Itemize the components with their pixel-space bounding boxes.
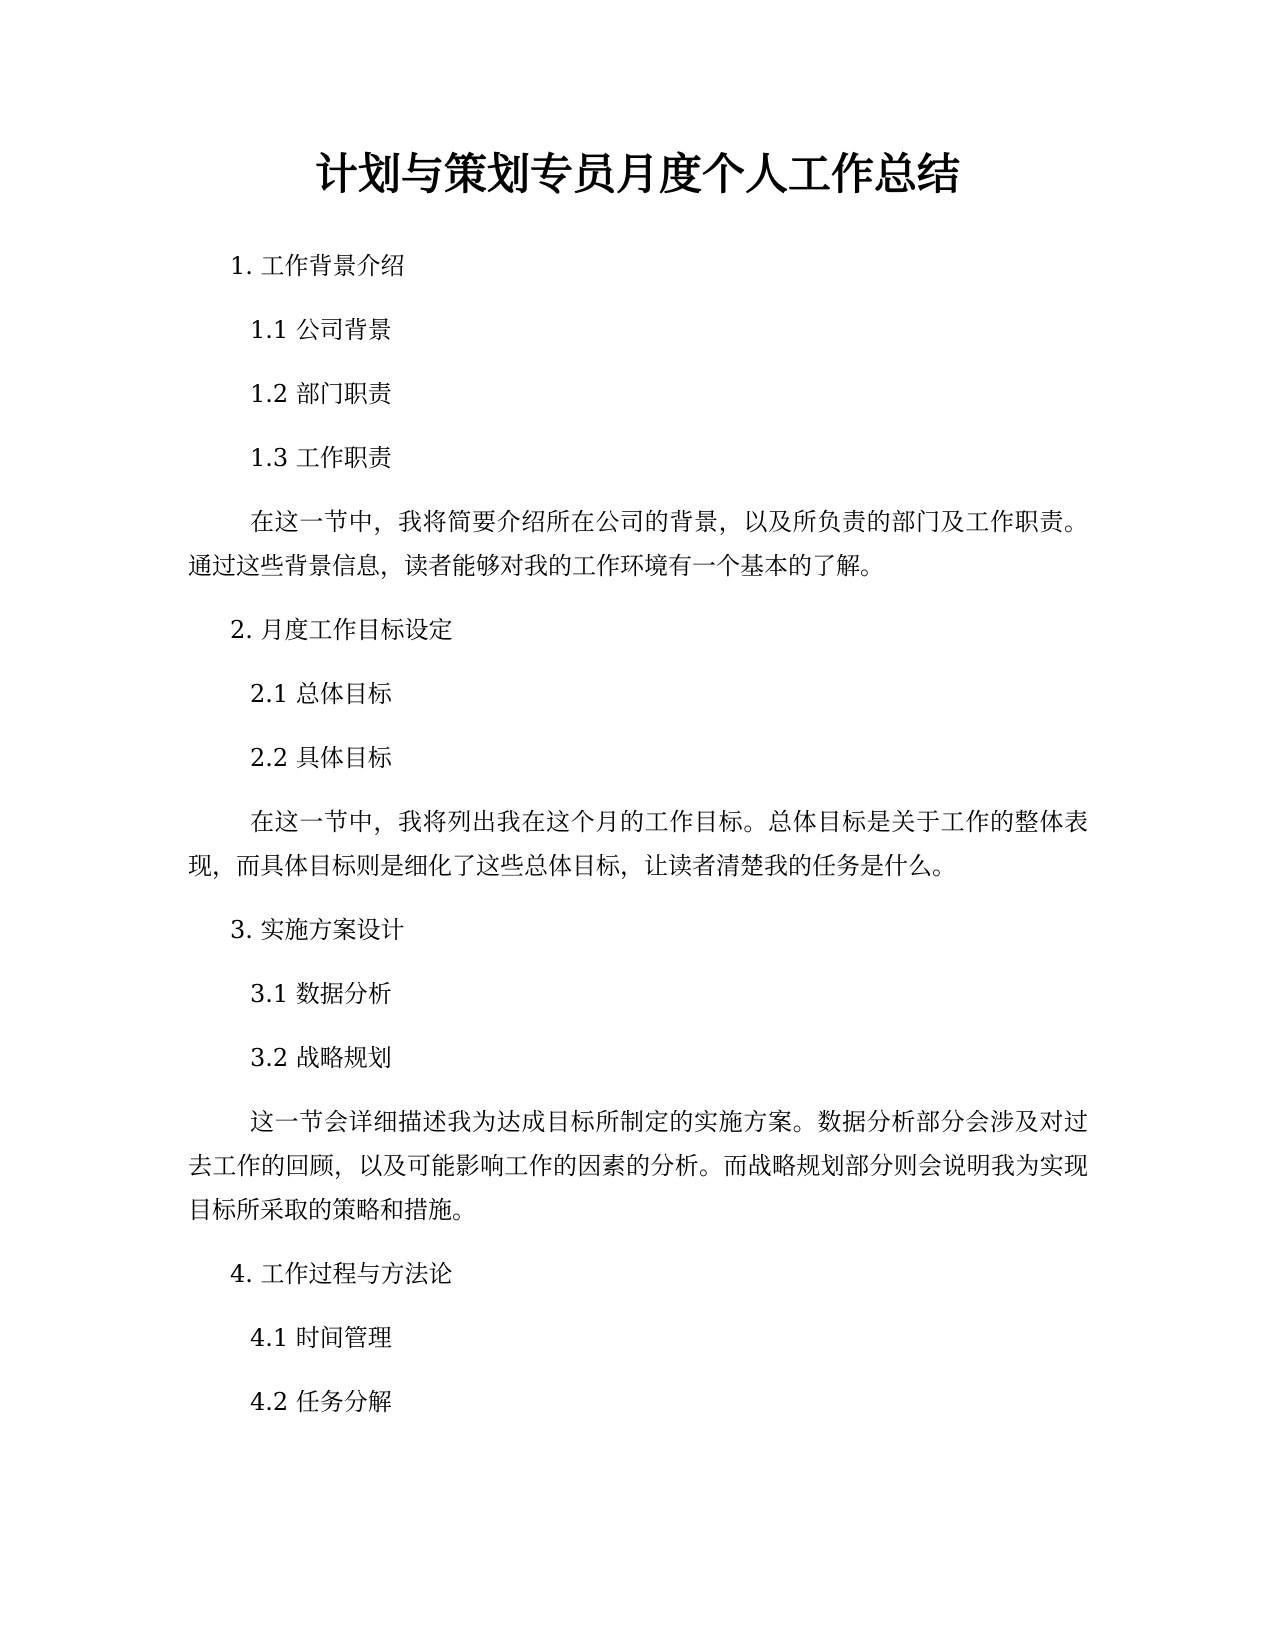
subsection-heading: 1.1 公司背景 <box>250 316 392 344</box>
subsection-heading: 1.2 部门职责 <box>250 380 392 408</box>
subsection-heading: 3.2 战略规划 <box>250 1044 392 1072</box>
section-heading: 4. 工作过程与方法论 <box>230 1260 453 1288</box>
section-heading: 3. 实施方案设计 <box>230 916 405 944</box>
subsection-heading: 2.2 具体目标 <box>250 744 392 772</box>
subsection-heading: 2.1 总体目标 <box>250 680 392 708</box>
subsection-heading: 4.1 时间管理 <box>250 1324 392 1352</box>
subsection-heading: 4.2 任务分解 <box>250 1388 392 1416</box>
section-paragraph: 在这一节中，我将列出我在这个月的工作目标。总体目标是关于工作的整体表现，而具体目标则是细化了这些总体目标，让读者清楚我的任务是什么。 <box>188 808 1088 880</box>
subsection-heading: 3.1 数据分析 <box>250 980 392 1008</box>
section-heading: 2. 月度工作目标设定 <box>230 616 453 644</box>
section-heading: 1. 工作背景介绍 <box>230 252 405 280</box>
section-paragraph: 这一节会详细描述我为达成目标所制定的实施方案。数据分析部分会涉及对过去工作的回顾，以及可能影响工作的因素的分析。而战略规划部分则会说明我为实现目标所采取的策略和措施。 <box>188 1108 1088 1224</box>
section-paragraph: 在这一节中，我将简要介绍所在公司的背景，以及所负责的部门及工作职责。通过这些背景信息，读者能够对我的工作环境有一个基本的了解。 <box>188 508 1088 580</box>
subsection-heading: 1.3 工作职责 <box>250 444 392 472</box>
document-body <box>188 244 1088 1444</box>
document-title: 计划与策划专员月度个人工作总结 <box>315 150 960 200</box>
